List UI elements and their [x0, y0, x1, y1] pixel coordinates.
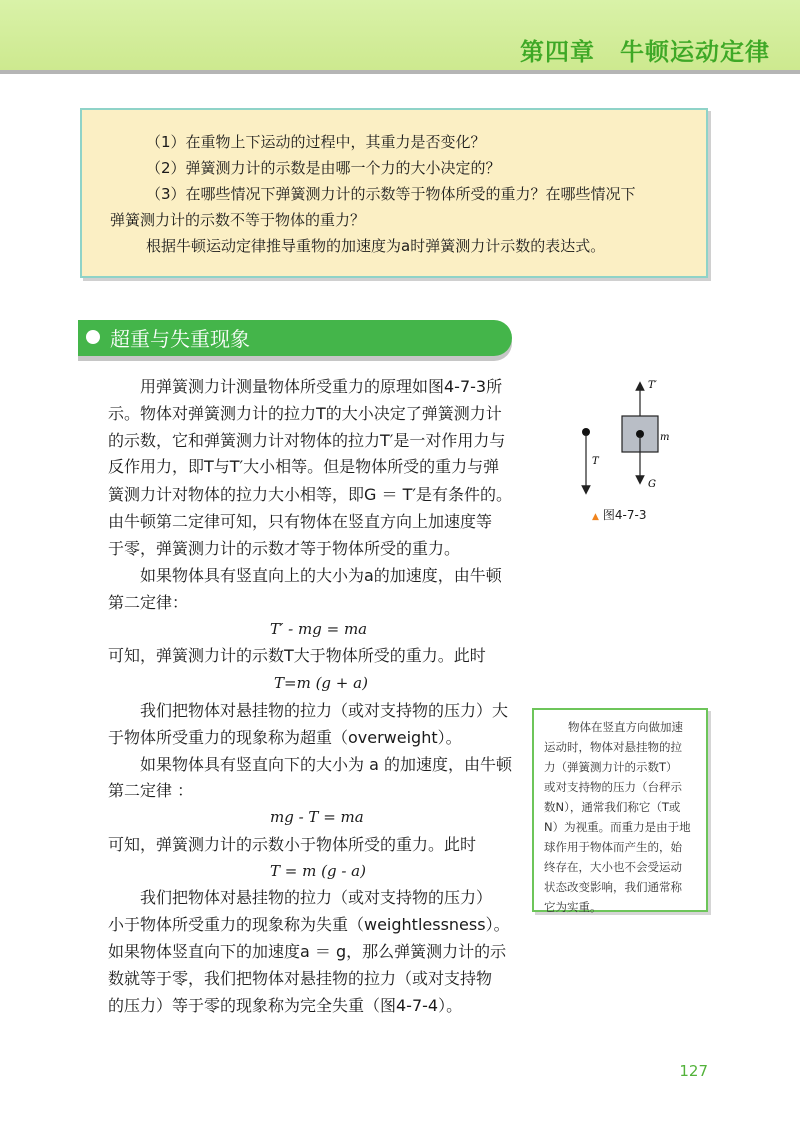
- side-note-line: 运动时，物体对悬挂物的拉: [544, 740, 682, 754]
- force-diagram-svg: [572, 372, 682, 512]
- section-title: 超重与失重现象: [110, 327, 250, 351]
- side-note-line: 物体在竖直方向做加速: [568, 720, 683, 734]
- body-line: 我们把物体对悬挂物的拉力（或对支持物的压力）: [140, 888, 493, 907]
- body-line: 于物体所受重力的现象称为超重（overweight）。: [108, 728, 462, 747]
- question-2: （2）弹簧测力计的示数是由哪一个力的大小决定的？: [146, 159, 501, 177]
- equation: T′ - mg = ma: [270, 620, 368, 638]
- body-line: 第二定律 ：: [108, 781, 194, 800]
- body-line: 用弹簧测力计测量物体所受重力的原理如图4-7-3所: [140, 377, 503, 396]
- question-3: （3）在哪些情况下弹簧测力计的示数等于物体所受的重力？在哪些情况下: [146, 185, 636, 203]
- label-t-prime: T′: [648, 380, 657, 391]
- body-line: 第二定律：: [108, 593, 189, 612]
- body-line: 的压力）等于零的现象称为完全失重（图4-7-4）。: [108, 996, 463, 1015]
- body-line: 如果物体具有竖直向下的大小为 a 的加速度，由牛顿: [140, 755, 512, 774]
- side-note-line: 力（弹簧测力计的示数T）: [544, 760, 678, 774]
- side-note: [532, 708, 708, 912]
- side-note-line: 它为实重。: [544, 900, 602, 914]
- label-t: T: [592, 456, 599, 467]
- body-line: 由牛顿第二定律可知，只有物体在竖直方向上加速度等: [108, 512, 493, 531]
- label-g: G: [648, 479, 656, 490]
- question-derive: 根据牛顿运动定律推导重物的加速度为a时弹簧测力计示数的表达式。: [146, 237, 606, 255]
- triangle-marker-icon: ▲: [592, 512, 599, 522]
- side-note-line: N）为视重。而重力是由于地: [544, 820, 691, 834]
- body-line: 可知，弹簧测力计的示数T大于物体所受的重力。此时: [108, 646, 486, 665]
- figure-caption: [592, 506, 647, 523]
- body-line: 可知，弹簧测力计的示数小于物体所受的重力。此时: [108, 835, 477, 854]
- bullet-dot-icon: [86, 330, 100, 344]
- side-note-line: 或对支持物的压力（台秤示: [544, 780, 682, 794]
- question-1: （1）在重物上下运动的过程中，其重力是否变化？: [146, 133, 486, 151]
- body-line: 示。物体对弹簧测力计的拉力T的大小决定了弹簧测力计: [108, 404, 502, 423]
- page-number: 127: [679, 1062, 708, 1080]
- question-box: [80, 108, 708, 278]
- body-line: 簧测力计对物体的拉力大小相等，即G ＝ T′是有条件的。: [108, 485, 512, 504]
- force-diagram: [572, 372, 682, 512]
- body-line: 的示数，它和弹簧测力计对物体的拉力T′是一对作用力与: [108, 431, 506, 450]
- header-divider: [0, 70, 800, 74]
- question-3-cont: 弹簧测力计的示数不等于物体的重力？: [110, 211, 366, 229]
- body-line: 如果物体竖直向下的加速度a ＝ g，那么弹簧测力计的示: [108, 942, 507, 961]
- label-m: m: [660, 432, 670, 443]
- side-note-line: 状态改变影响，我们通常称: [544, 880, 682, 894]
- equation: T = m (g - a): [270, 862, 366, 880]
- body-line: 数就等于零，我们把物体对悬挂物的拉力（或对支持物: [108, 969, 493, 988]
- equation: T=m (g + a): [274, 674, 368, 692]
- chapter-title: 第四章 牛顿运动定律: [520, 38, 770, 66]
- side-note-line: 球作用于物体而产生的，始: [544, 840, 682, 854]
- section-header: [78, 320, 512, 356]
- body-line: 如果物体具有竖直向上的大小为a的加速度，由牛顿: [140, 566, 502, 585]
- equation: mg - T = ma: [270, 808, 364, 826]
- body-line: 于零，弹簧测力计的示数才等于物体所受的重力。: [108, 539, 461, 558]
- figure-caption-text: 图4-7-3: [602, 508, 647, 522]
- side-note-line: 终存在，大小也不会受运动: [544, 860, 682, 874]
- body-line: 小于物体所受重力的现象称为失重（weightlessness）。: [108, 915, 510, 934]
- side-note-line: 数N），通常我们称它（T或: [544, 800, 681, 814]
- body-line: 反作用力，即T与T′大小相等。但是物体所受的重力与弹: [108, 457, 500, 476]
- body-line: 我们把物体对悬挂物的拉力（或对支持物的压力）大: [140, 701, 509, 720]
